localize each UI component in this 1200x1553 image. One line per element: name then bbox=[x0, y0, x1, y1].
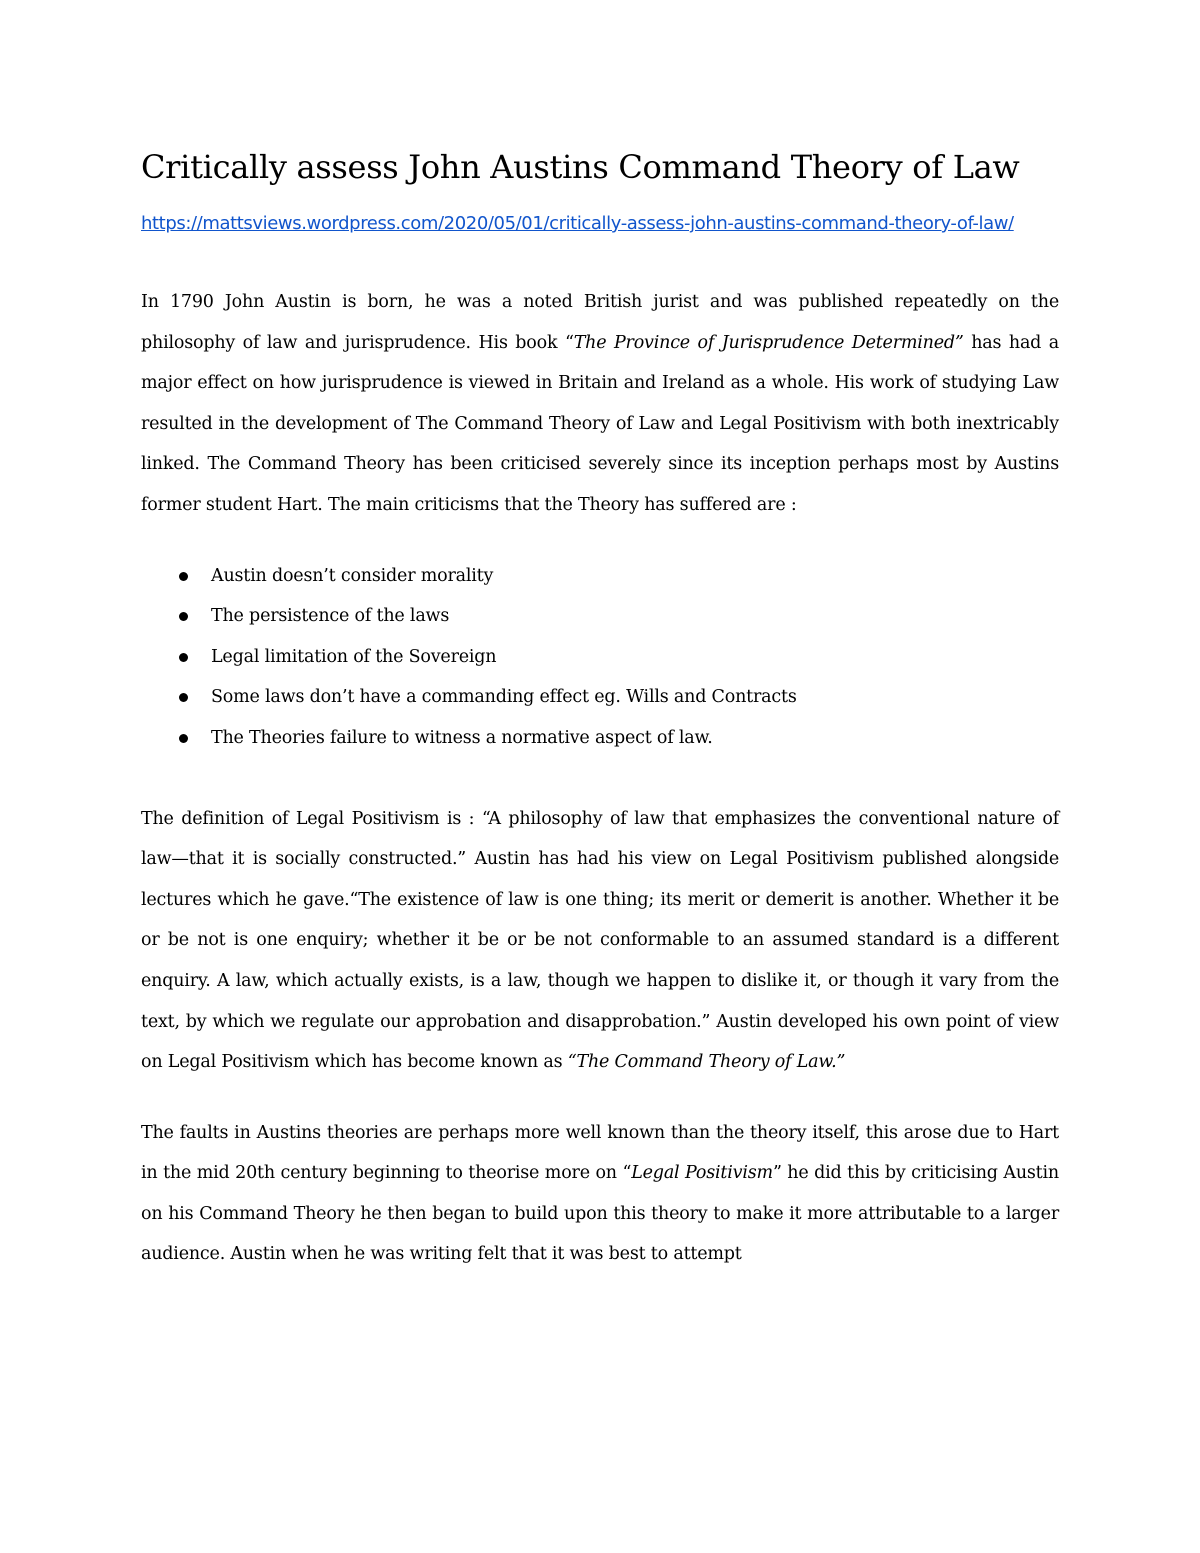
legal-positivism-italic: Legal Positivism bbox=[631, 1163, 773, 1184]
faults-paragraph bbox=[141, 1113, 1059, 1275]
faults-text-end: ” he did this by criticising Austin on his Command Theory he then began to build upon this theory to make it more attributable to a larger audience. Austin when he was writing felt that it was best to attempt bbox=[141, 1163, 1059, 1265]
document-title: Critically assess John Austins Command Theory of Law bbox=[141, 148, 1020, 186]
list-item-text: Austin doesn’t consider morality bbox=[211, 565, 494, 586]
document-body bbox=[141, 140, 1059, 1275]
list-item-text: The Theories failure to witness a normative aspect of law. bbox=[211, 727, 713, 748]
list-item bbox=[141, 718, 1059, 759]
source-link[interactable]: https://mattsviews.wordpress.com/2020/05/01/critically-assess-john-austins-command-theory-of-law/ bbox=[141, 213, 1014, 234]
list-item bbox=[141, 677, 1059, 718]
definition-paragraph bbox=[141, 799, 1059, 1083]
bullet-icon bbox=[179, 693, 188, 702]
bullet-icon bbox=[179, 572, 188, 581]
list-item-text: Some laws don’t have a commanding effect eg. Wills and Contracts bbox=[211, 687, 797, 708]
book-title-italic: The Province of Jurisprudence Determined” bbox=[573, 332, 964, 353]
bullet-icon bbox=[179, 612, 188, 621]
intro-text-start: In 1790 John Austin is born, he was a noted British jurist and was published repeatedly on the philosophy of law and jurisprudence. His book “ bbox=[141, 292, 1059, 353]
criticisms-list bbox=[141, 556, 1059, 759]
command-theory-italic: “The Command Theory of Law.” bbox=[567, 1052, 846, 1073]
list-item bbox=[141, 556, 1059, 597]
definition-text: The definition of Legal Positivism is : “A philosophy of law that emphasizes the conventional nature of law—that it is socially constructed.” Austin has had his view on Legal Positivism published alongside lectures which he gave.“The existence of law is one thing; its merit or demerit is another. Whether it be or be not is one enquiry; whether it be or be not conformable to an assumed standard is a different enquiry. A law, which actually exists, is a law, though we happen to dislike it, or though it vary from the text, by which we regulate our approbation and disapprobation.” Austin developed his own point of view on Legal Positivism which has become known as bbox=[141, 808, 1059, 1073]
bullet-icon bbox=[179, 734, 188, 743]
intro-text-end: has had a major effect on how jurisprudence is viewed in Britain and Ireland as a whole. His work of studying Law resulted in the development of The Command Theory of Law and Legal Positivism with both inextricably linked. The Command Theory has been criticised severely since its inception perhaps most by Austins former student Hart. The main criticisms that the Theory has suffered are : bbox=[141, 332, 1059, 515]
list-item-text: The persistence of the laws bbox=[211, 606, 450, 627]
list-item bbox=[141, 637, 1059, 678]
intro-paragraph bbox=[141, 282, 1059, 526]
faults-text-start: The faults in Austins theories are perhaps more well known than the theory itself, this arose due to Hart in the mid 20th century beginning to theorise more on “ bbox=[141, 1122, 1059, 1184]
bullet-icon bbox=[179, 653, 188, 662]
list-item-text: Legal limitation of the Sovereign bbox=[211, 646, 497, 667]
list-item bbox=[141, 596, 1059, 637]
